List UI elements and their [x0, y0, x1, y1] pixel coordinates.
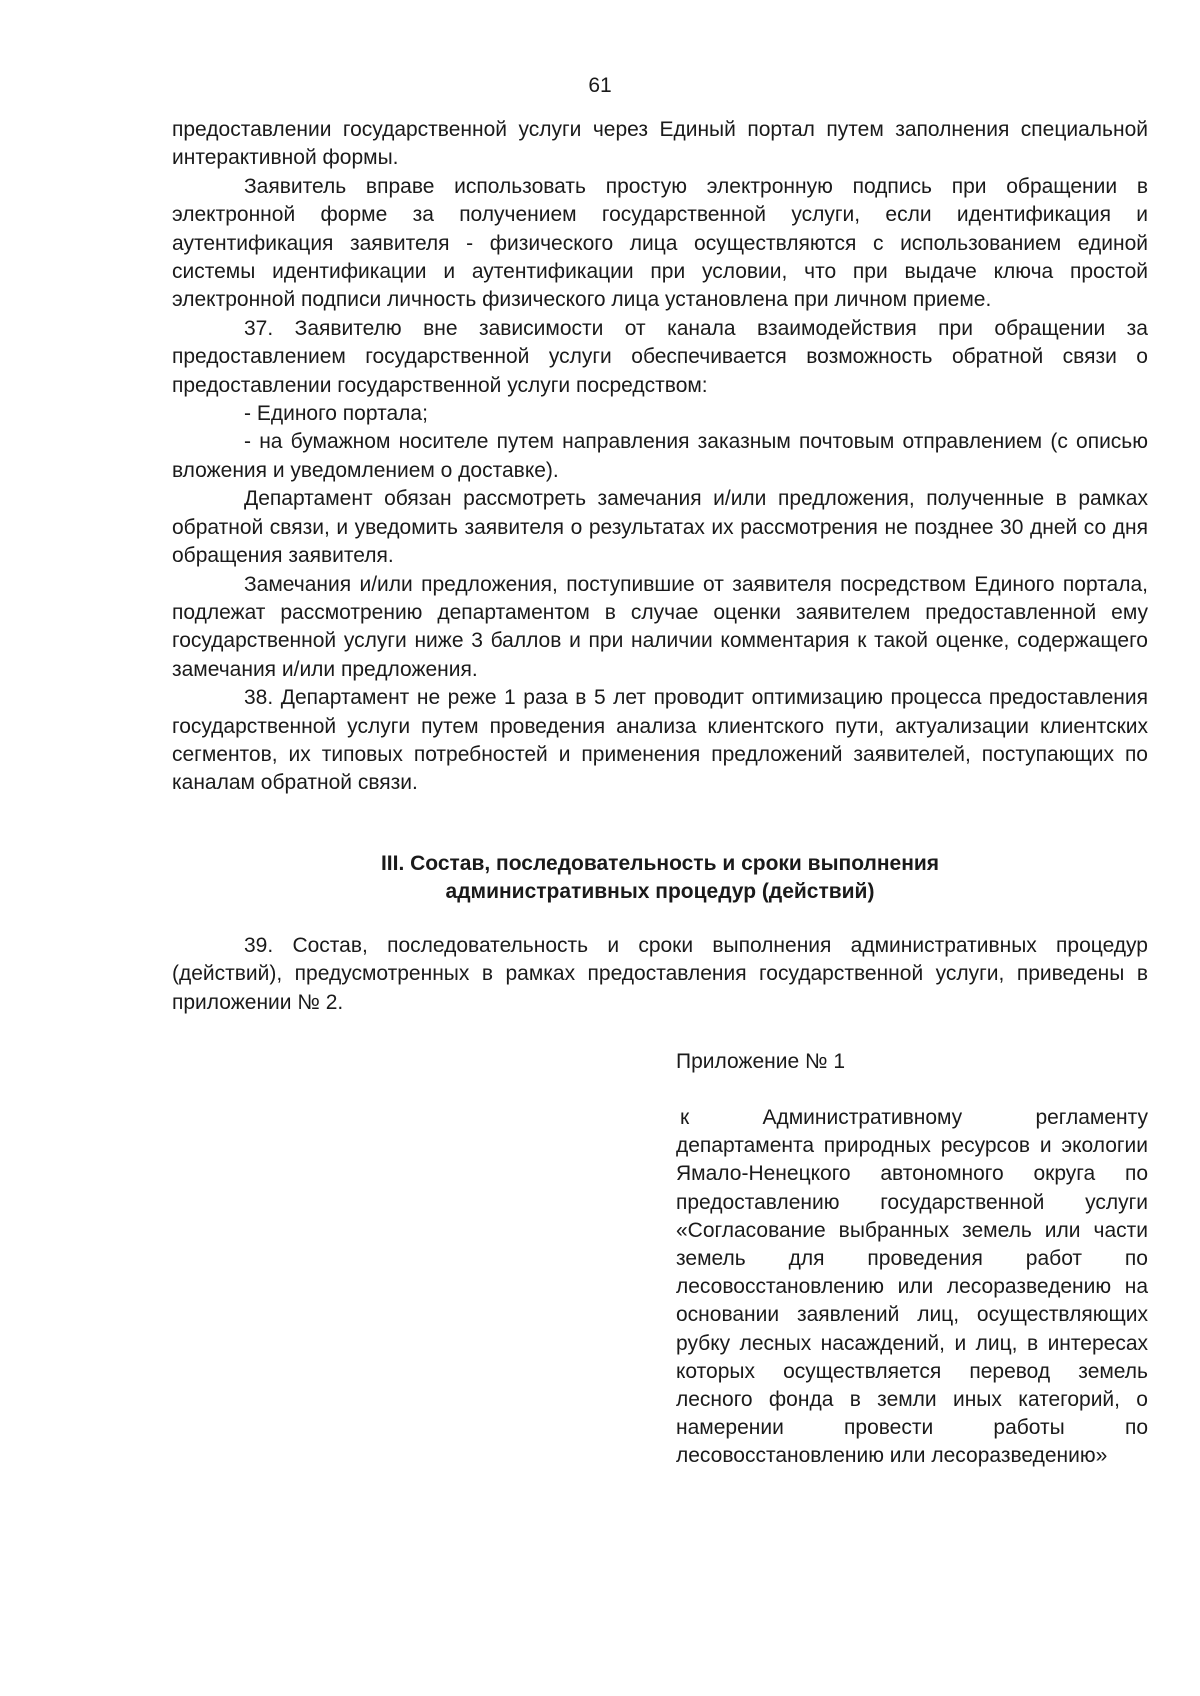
paragraph-continuation: предоставлении государственной услуги через Единый портал путем заполнения специальной интерактивной формы.	[172, 118, 1148, 170]
appendix-reference-text: к Административному регламенту департамента природных ресурсов и экологии Ямало-Ненецкого автономного округа по предоставлению государственной услуги «Согласование выбранных земель или части земель для проведения работ по лесовосстановлению или лесоразведению на основании заявлений лиц, осуществляющих рубку лесных насаждений, и лиц, в интересах которых осуществляется перевод земель лесного фонда в земли иных категорий, о намерении провести работы по лесовосстановлению или лесоразведению»	[676, 1106, 1148, 1468]
section-heading	[172, 850, 1148, 907]
paragraph-37: 37. Заявителю вне зависимости от канала взаимодействия при обращении за предоставлением государственной услуги обеспечивается возможность обратной связи о предоставлении государственной услуги посредством:	[172, 316, 1148, 397]
main-text-block	[172, 116, 1148, 798]
page-number: 61	[588, 74, 612, 97]
section-heading-line2: административных процедур (действий)	[445, 880, 875, 904]
list-item-portal: - Единого портала;	[244, 402, 428, 426]
list-item-paper: - на бумажном носителе путем направления заказным почтовым отправлением (с описью вложения и уведомлением о доставке).	[172, 430, 1148, 482]
paragraph-39: 39. Состав, последовательность и сроки выполнения административных процедур (действий), предусмотренных в рамках предоставления государственной услуги, приведены в приложении № 2.	[172, 934, 1148, 1014]
paragraph-38: 38. Департамент не реже 1 раза в 5 лет проводит оптимизацию процесса предоставления государственной услуги путем проведения анализа клиентского пути, актуализации клиентских сегментов, их типовых потребностей и применения предложений заявителей, поступающих по каналам обратной связи.	[172, 686, 1148, 795]
paragraph-electronic-signature: Заявитель вправе использовать простую электронную подпись при обращении в электронной форме за получением государственной услуги, если идентификация и аутентификация заявителя - физического лица осуществляются с использованием единой системы идентификации и аутентификации при условии, что при выдаче ключа простой электронной подписи личность физического лица установлена при личном приеме.	[172, 174, 1148, 312]
paragraph-department-obligation: Департамент обязан рассмотреть замечания и/или предложения, полученные в рамках обратной связи, и уведомить заявителя о результатах их рассмотрения не позднее 30 дней со дня обращения заявителя.	[172, 487, 1148, 568]
section-heading-line1: III. Состав, последовательность и сроки выполнения	[380, 852, 940, 875]
paragraph-remarks: Замечания и/или предложения, поступившие от заявителя посредством Единого портала, подлежат рассмотрению департаментом в случае оценки заявителем предоставленной ему государственной услуги ниже 3 баллов и при наличии комментария к такой оценке, содержащего замечания и/или предложения.	[172, 572, 1148, 681]
appendix-title: Приложение № 1	[676, 1050, 846, 1073]
paragraph-39-block	[172, 932, 1148, 1017]
